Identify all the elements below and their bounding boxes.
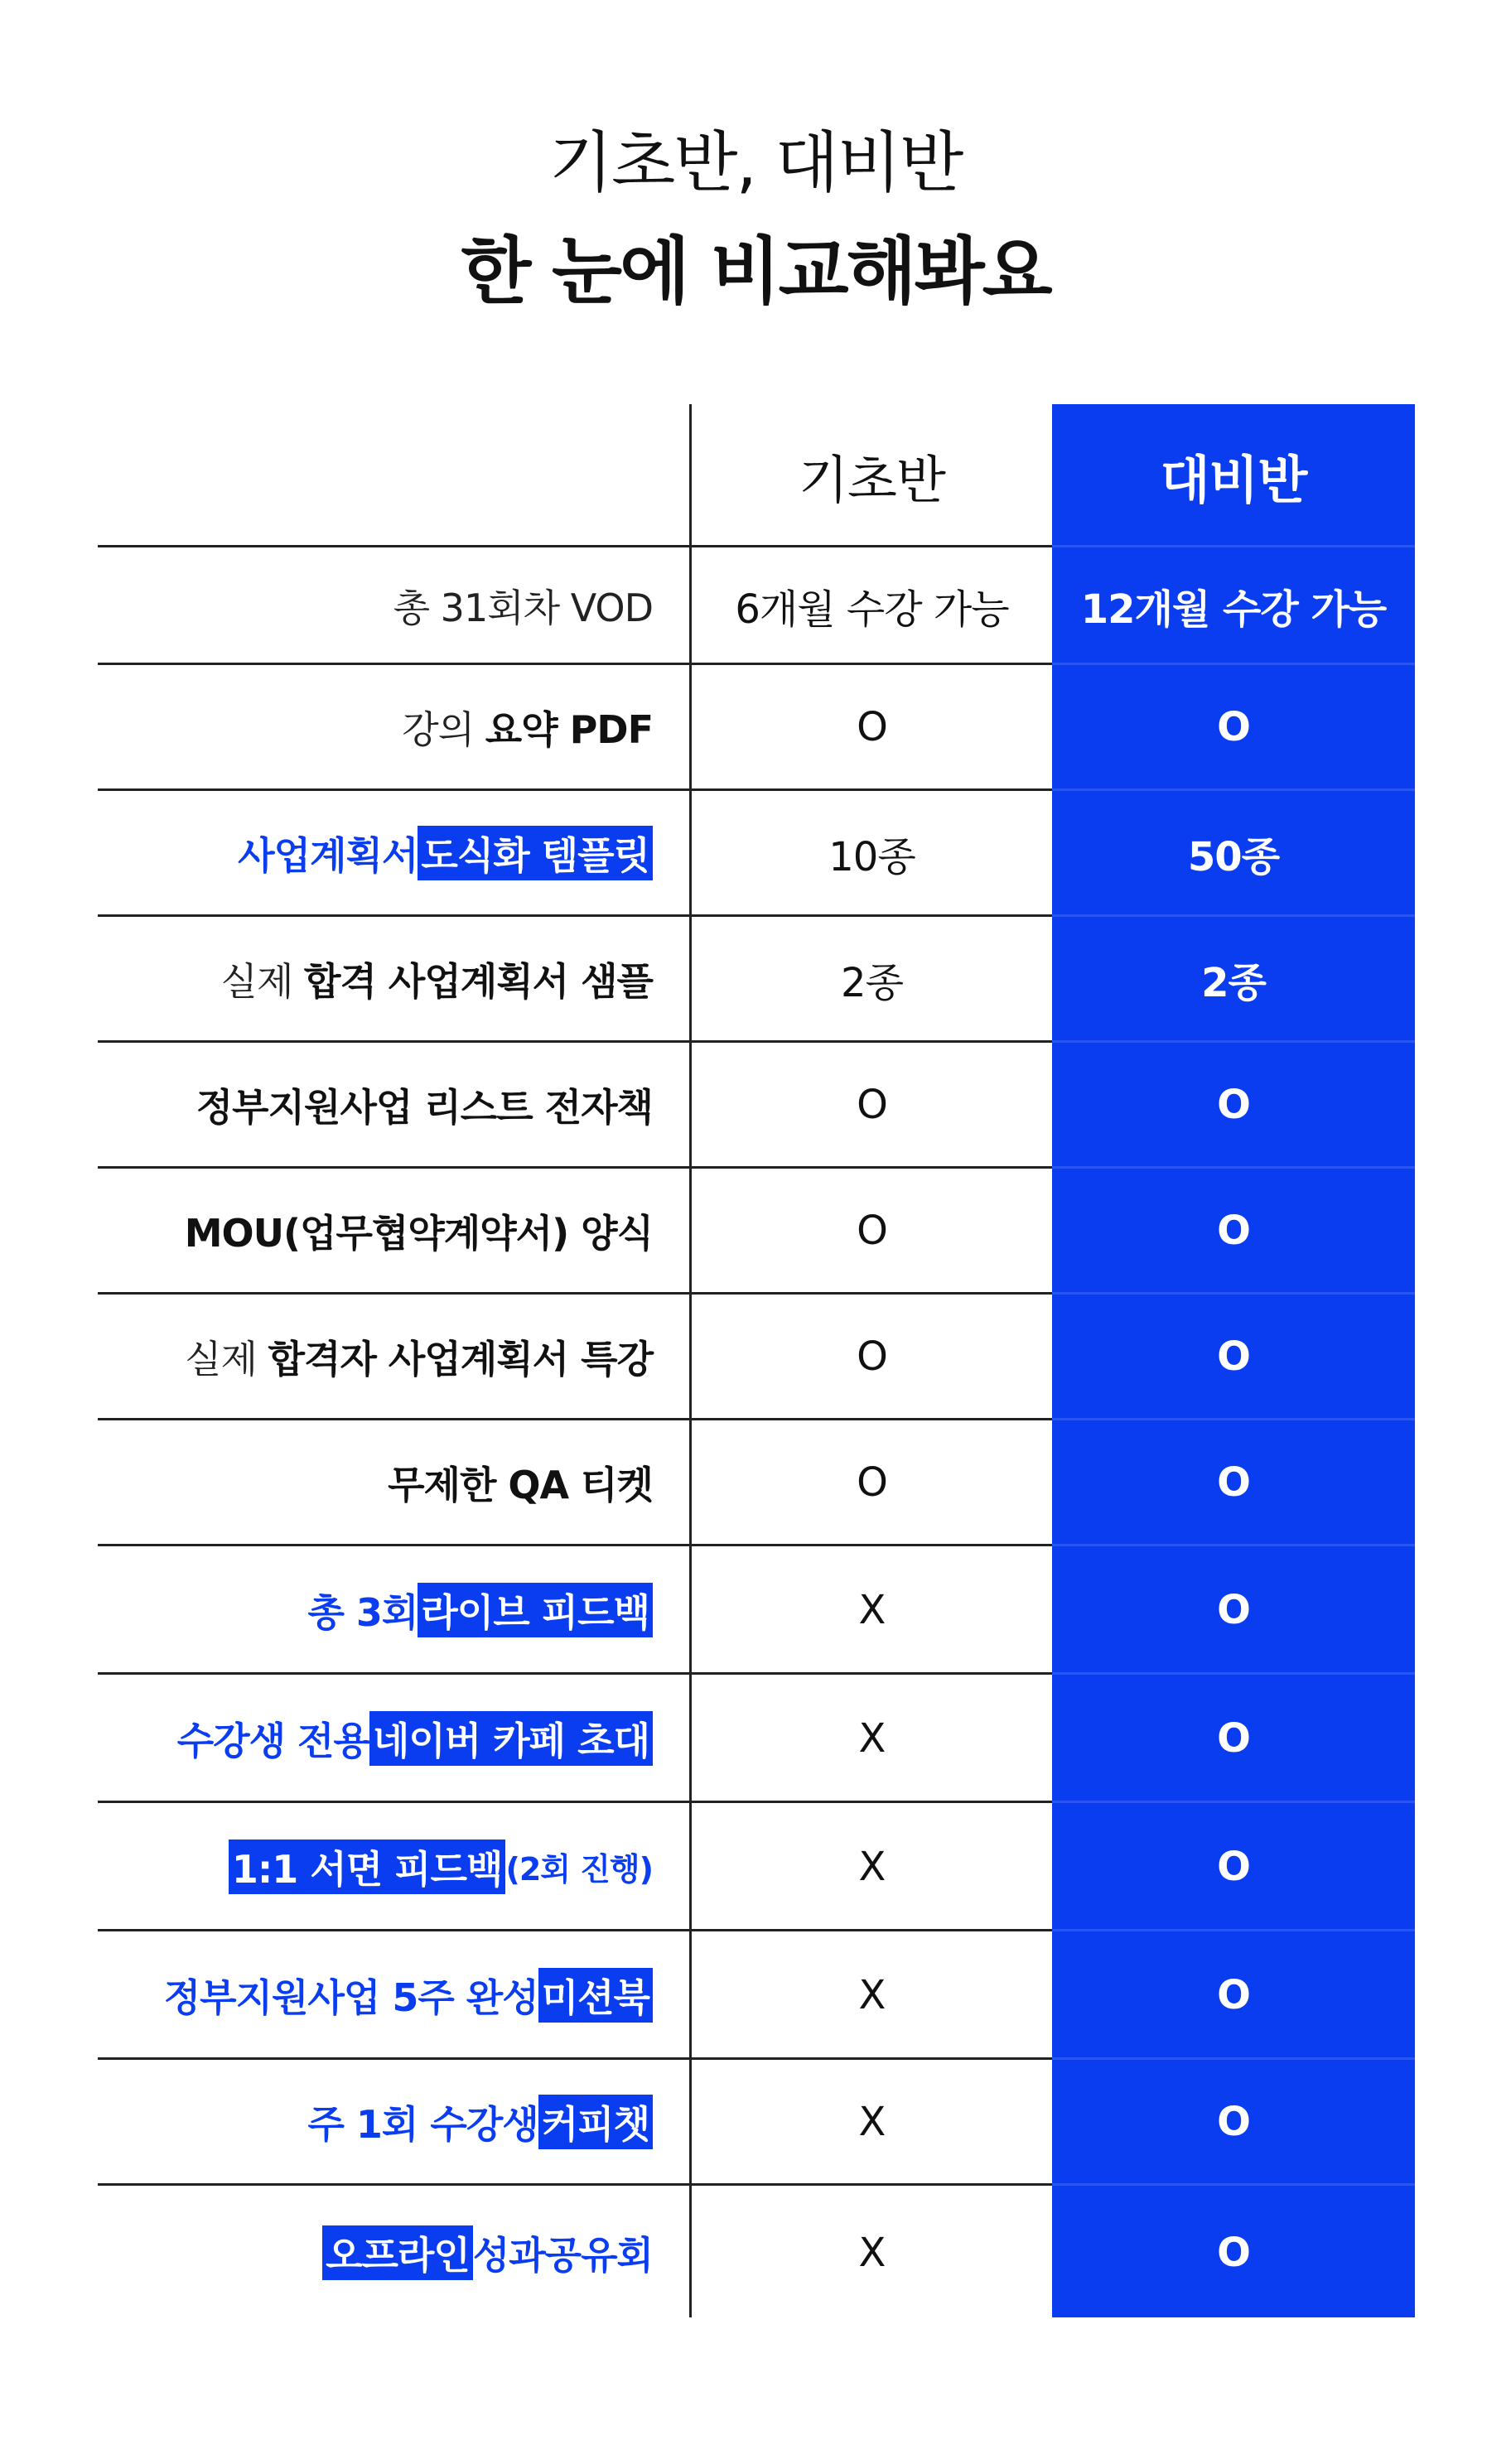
page-title-line1: 기초반, 대비반	[548, 124, 963, 201]
row-label	[98, 1802, 653, 1931]
row-label	[98, 664, 653, 790]
basic-value: O	[857, 1082, 887, 1128]
basic-value: 2종	[841, 959, 903, 1006]
row-label-segment: 무제한 QA 티켓	[388, 1463, 653, 1507]
prep-value: O	[1217, 1714, 1250, 1762]
row-label-segment: 총 31회차 VOD	[393, 586, 653, 630]
row-label-segment: 커피챗	[538, 2095, 653, 2149]
prep-value: O	[1217, 1586, 1250, 1633]
prep-value: O	[1217, 1208, 1250, 1254]
prep-value: O	[1217, 1971, 1250, 2018]
header-basic: 기초반	[799, 449, 945, 510]
row-label-segment: 라이브 피드백	[418, 1583, 653, 1637]
prep-value: O	[1217, 1333, 1250, 1380]
row-label	[98, 1420, 653, 1545]
row-label-segment: 미션북	[538, 1968, 653, 2023]
row-label	[98, 1294, 653, 1420]
basic-value: X	[858, 1714, 886, 1762]
row-label	[98, 1931, 653, 2059]
prep-value: O	[1217, 1459, 1250, 1506]
row-label-segment: 강의	[402, 707, 485, 752]
prep-value: O	[1217, 2229, 1250, 2276]
basic-value: 10종	[828, 833, 915, 880]
basic-value: X	[858, 2229, 886, 2276]
row-label	[98, 790, 653, 916]
basic-value: X	[858, 1971, 886, 2018]
basic-value: O	[857, 1208, 887, 1254]
basic-value: O	[857, 1459, 887, 1506]
basic-value: X	[858, 1586, 886, 1633]
row-label-segment: 네이버 카페 초대	[369, 1711, 653, 1766]
row-label-segment: 정부지원사업 리스트 전자책	[196, 1085, 653, 1130]
prep-value: O	[1217, 1082, 1250, 1128]
basic-value: O	[857, 704, 887, 750]
basic-value: O	[857, 1333, 887, 1380]
row-label	[98, 1674, 653, 1802]
row-label	[98, 1042, 653, 1168]
row-label-segment: 주 1회 수강생	[307, 2102, 538, 2147]
row-label-segment: 합격 사업계획서 샘플	[304, 959, 653, 1004]
row-label-segment: 오프라인	[322, 2225, 473, 2280]
row-label-segment: 실제	[185, 1337, 268, 1381]
row-label	[98, 916, 653, 1042]
row-label	[98, 2059, 653, 2185]
row-label-segment: MOU(업무협약계약서) 양식	[184, 1211, 653, 1256]
prep-value: 12개월 수강 가능	[1080, 586, 1387, 633]
row-label	[98, 2185, 653, 2320]
prep-value: O	[1217, 704, 1250, 750]
row-label-segment: 성과공유회	[472, 2232, 653, 2278]
prep-value: 50종	[1187, 833, 1280, 880]
basic-value: X	[858, 2099, 886, 2145]
row-label-segment: 실제	[220, 959, 305, 1004]
row-label	[98, 1168, 653, 1294]
row-label	[98, 1545, 653, 1674]
header-prep: 대비반	[1160, 449, 1307, 510]
row-label-segment: 1:1 서면 피드백	[229, 1840, 506, 1894]
row-label-segment: 정부지원사업 5주 완성	[163, 1975, 538, 2020]
page-title-line2: 한 눈에 비교해봐요	[461, 229, 1050, 314]
prep-value: 2종	[1201, 959, 1266, 1006]
prep-value: O	[1217, 1843, 1250, 1890]
row-label-segment: 합격자 사업계획서 특강	[268, 1337, 653, 1381]
row-label-segment: 도식화 템플릿	[418, 826, 653, 880]
prep-value: O	[1217, 2099, 1250, 2145]
row-label-segment: 총 3회	[307, 1589, 418, 1635]
basic-value: X	[858, 1843, 886, 1890]
row-label	[98, 547, 653, 664]
comparison-table	[98, 404, 1415, 2317]
row-label-segment: 수강생 전용	[176, 1718, 369, 1763]
basic-value: 6개월 수강 가능	[735, 586, 1009, 633]
row-label-segment: (2회 진행)	[505, 1851, 653, 1888]
row-label-segment: 사업계획서	[238, 833, 418, 878]
row-label-segment: 요약 PDF	[485, 707, 653, 752]
